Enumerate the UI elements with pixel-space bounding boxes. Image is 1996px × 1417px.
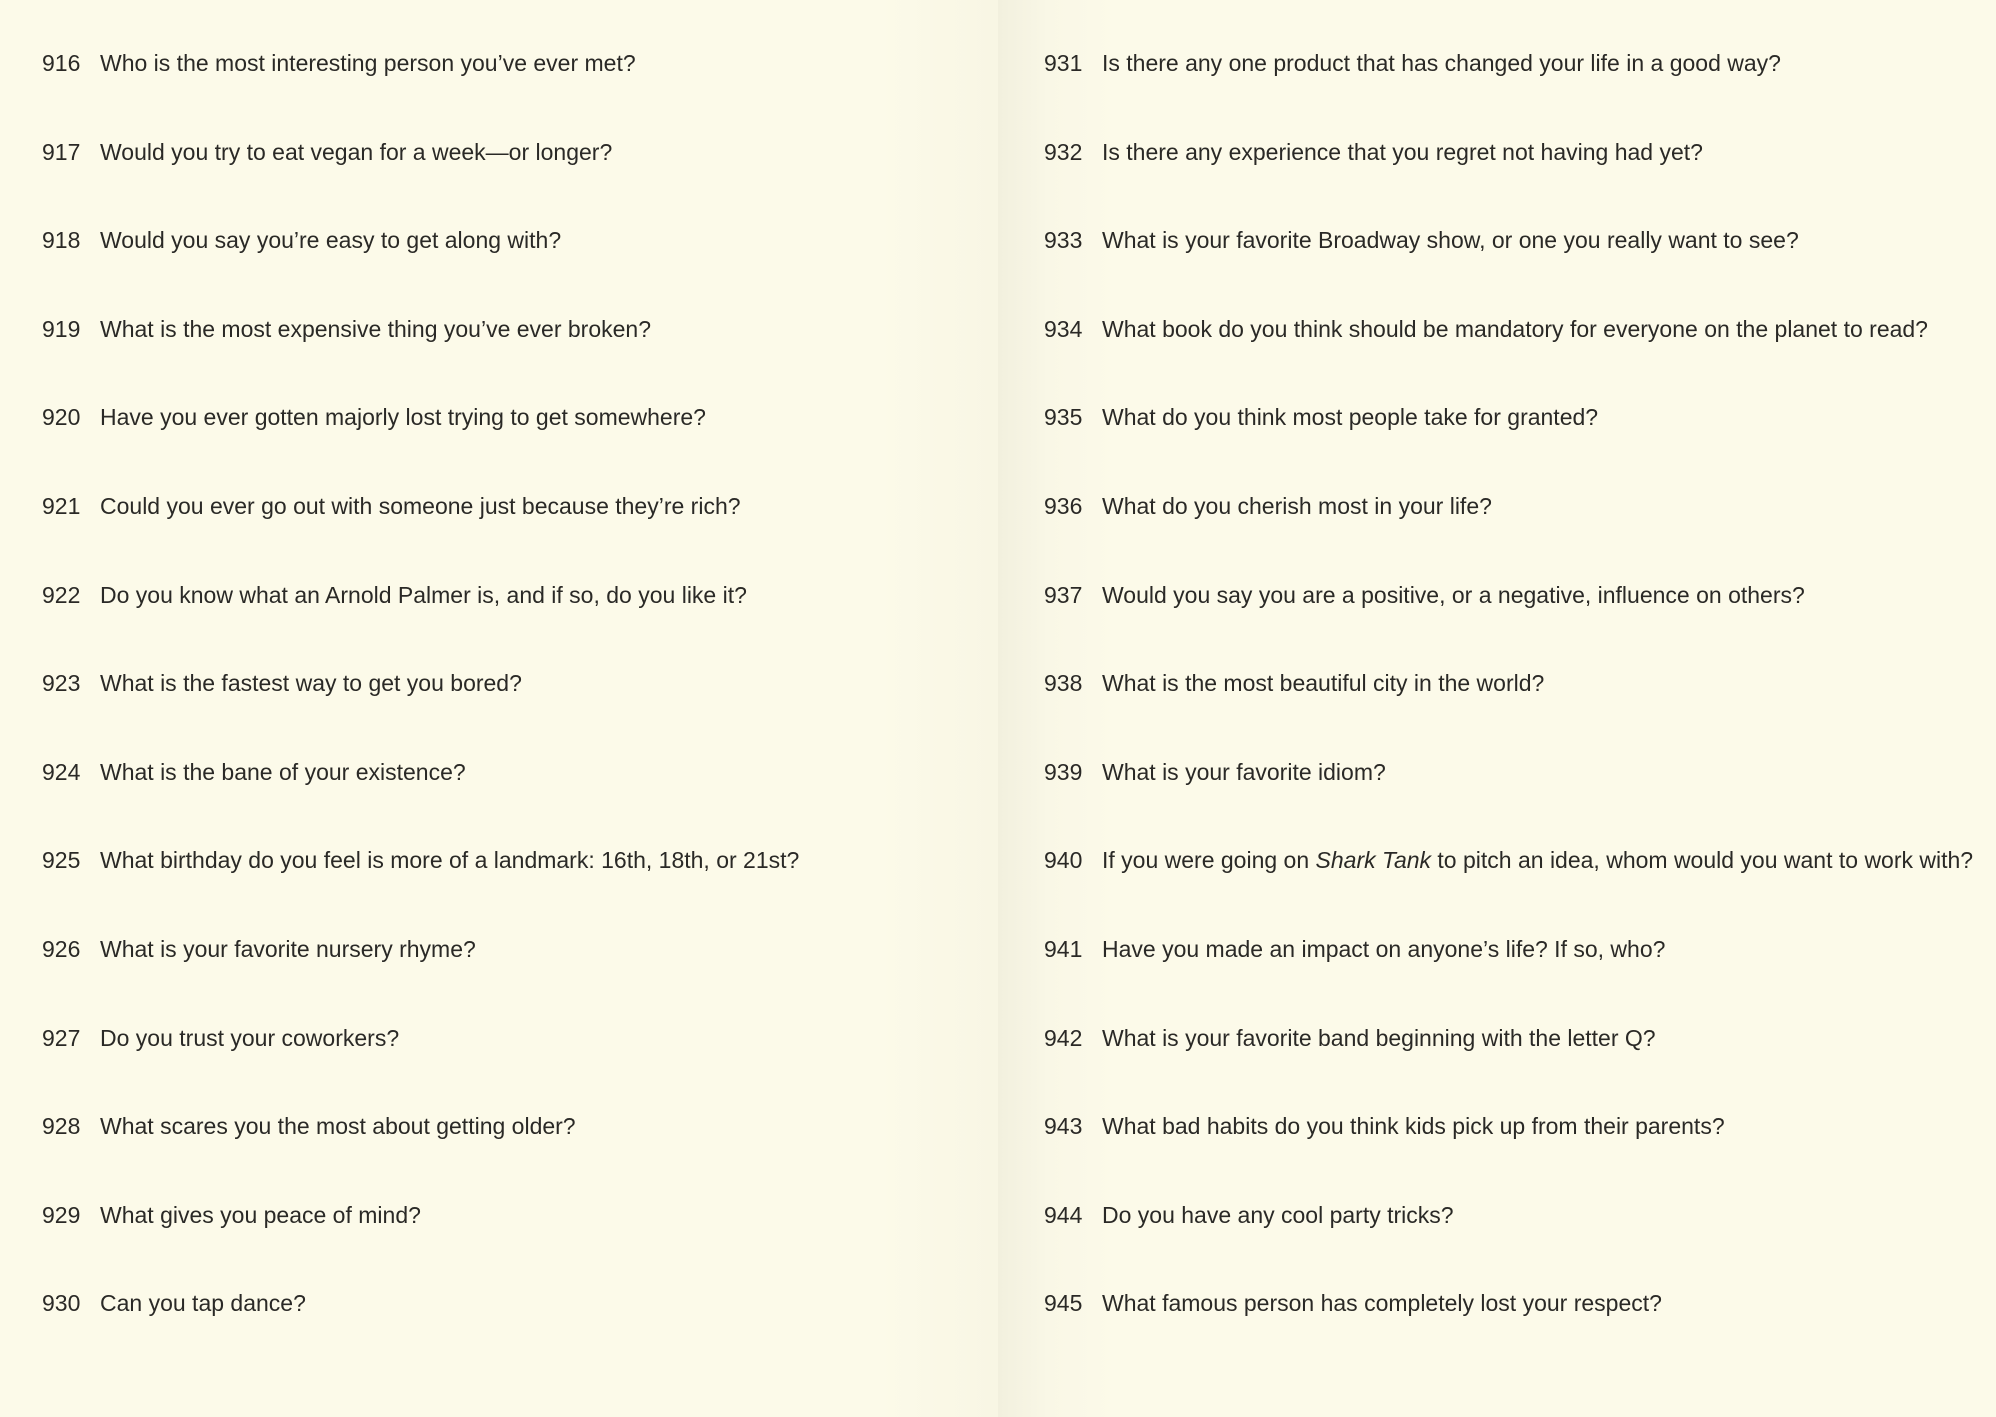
question-item — [1044, 840, 1984, 929]
question-item — [42, 132, 972, 221]
question-item — [1044, 1195, 1984, 1284]
question-number: 937 — [1044, 581, 1083, 608]
question-text: What bad habits do you think kids pick up from their parents? — [1102, 1113, 1725, 1140]
question-text: Do you know what an Arnold Palmer is, and if so, do you like it? — [100, 581, 747, 608]
question-item — [1044, 1283, 1984, 1372]
question-text: What is your favorite idiom? — [1102, 758, 1386, 785]
question-number: 943 — [1044, 1113, 1083, 1140]
question-text-before: If you were going on — [1102, 847, 1316, 874]
question-number: 929 — [42, 1201, 81, 1228]
question-number: 923 — [42, 670, 81, 697]
question-list-right — [1044, 43, 1984, 1372]
question-text: Do you have any cool party tricks? — [1102, 1201, 1454, 1228]
question-number: 934 — [1044, 315, 1083, 342]
question-item — [42, 397, 972, 486]
question-number: 945 — [1044, 1290, 1083, 1317]
question-text: Would you try to eat vegan for a week—or longer? — [100, 138, 613, 165]
question-number: 942 — [1044, 1024, 1083, 1051]
question-number: 936 — [1044, 492, 1083, 519]
question-text: What is the bane of your existence? — [100, 758, 466, 785]
question-number: 941 — [1044, 935, 1083, 962]
show-title: Shark Tank — [1315, 847, 1432, 874]
question-text: What scares you the most about getting older? — [100, 1113, 576, 1140]
question-item — [1044, 132, 1984, 221]
question-number: 944 — [1044, 1201, 1083, 1228]
question-number: 921 — [42, 492, 81, 519]
question-number: 930 — [42, 1290, 81, 1317]
question-number: 925 — [42, 847, 81, 874]
question-item — [42, 43, 972, 132]
question-item — [1044, 1018, 1984, 1107]
question-item — [42, 1106, 972, 1195]
question-list-left — [42, 43, 972, 1372]
question-text: What do you think most people take for granted? — [1102, 404, 1599, 431]
question-number: 924 — [42, 758, 81, 785]
question-item — [1044, 575, 1984, 664]
question-number: 916 — [42, 50, 81, 76]
question-item — [1044, 43, 1984, 132]
question-item — [42, 1195, 972, 1284]
question-text: What is the most beautiful city in the world? — [1102, 670, 1545, 697]
question-item — [42, 220, 972, 309]
question-text: What is your favorite nursery rhyme? — [100, 935, 476, 962]
question-number: 939 — [1044, 758, 1083, 785]
question-number: 940 — [1044, 847, 1083, 874]
question-text: Have you ever gotten majorly lost trying to get somewhere? — [100, 404, 706, 431]
question-text: Do you trust your coworkers? — [100, 1024, 400, 1051]
question-item — [42, 1283, 972, 1372]
question-item — [1044, 929, 1984, 1018]
question-text — [1102, 840, 1973, 880]
question-text: Can you tap dance? — [100, 1290, 306, 1317]
question-text: What is the fastest way to get you bored? — [100, 670, 522, 697]
question-text: What do you cherish most in your life? — [1102, 492, 1492, 519]
question-text: What famous person has completely lost your respect? — [1102, 1290, 1662, 1317]
question-item — [42, 309, 972, 398]
question-number: 938 — [1044, 670, 1083, 697]
question-number: 928 — [42, 1113, 81, 1140]
question-number: 919 — [42, 315, 81, 342]
question-item — [42, 752, 972, 841]
question-item — [42, 486, 972, 575]
question-text: Is there any one product that has changed your life in a good way? — [1102, 50, 1781, 76]
question-number: 917 — [42, 138, 81, 165]
question-number: 932 — [1044, 138, 1083, 165]
question-text: What is your favorite band beginning with the letter Q? — [1102, 1024, 1656, 1051]
question-item — [42, 575, 972, 664]
question-item — [42, 929, 972, 1018]
question-number: 935 — [1044, 404, 1083, 431]
question-item — [1044, 663, 1984, 752]
question-number: 922 — [42, 581, 81, 608]
question-text: What gives you peace of mind? — [100, 1201, 421, 1228]
question-item — [1044, 1106, 1984, 1195]
question-number: 927 — [42, 1024, 81, 1051]
question-number: 933 — [1044, 227, 1083, 254]
question-number: 918 — [42, 227, 81, 254]
question-text: Would you say you’re easy to get along with? — [100, 227, 562, 254]
question-item — [42, 840, 972, 929]
question-text-after: to pitch an idea, whom would you want to work with? — [1431, 847, 1974, 874]
question-text: Who is the most interesting person you’ve ever met? — [100, 50, 636, 76]
question-text: What is your favorite Broadway show, or one you really want to see? — [1102, 227, 1799, 254]
question-item — [1044, 309, 1984, 398]
question-item — [1044, 220, 1984, 309]
right-page — [998, 0, 1996, 1417]
question-text: Could you ever go out with someone just because they’re rich? — [100, 492, 741, 519]
question-number: 931 — [1044, 50, 1083, 76]
question-text: What is the most expensive thing you’ve ever broken? — [100, 315, 652, 342]
question-text: Have you made an impact on anyone’s life? If so, who? — [1102, 935, 1666, 962]
question-text: What book do you think should be mandatory for everyone on the planet to read? — [1102, 315, 1928, 342]
question-item — [42, 663, 972, 752]
question-text: Would you say you are a positive, or a negative, influence on others? — [1102, 581, 1805, 608]
question-item — [1044, 486, 1984, 575]
question-item — [1044, 752, 1984, 841]
question-item — [1044, 397, 1984, 486]
question-number: 926 — [42, 935, 81, 962]
question-number: 920 — [42, 404, 81, 431]
question-text: What birthday do you feel is more of a landmark: 16th, 18th, or 21st? — [100, 847, 800, 874]
question-text: Is there any experience that you regret not having had yet? — [1102, 138, 1703, 165]
question-item — [42, 1018, 972, 1107]
